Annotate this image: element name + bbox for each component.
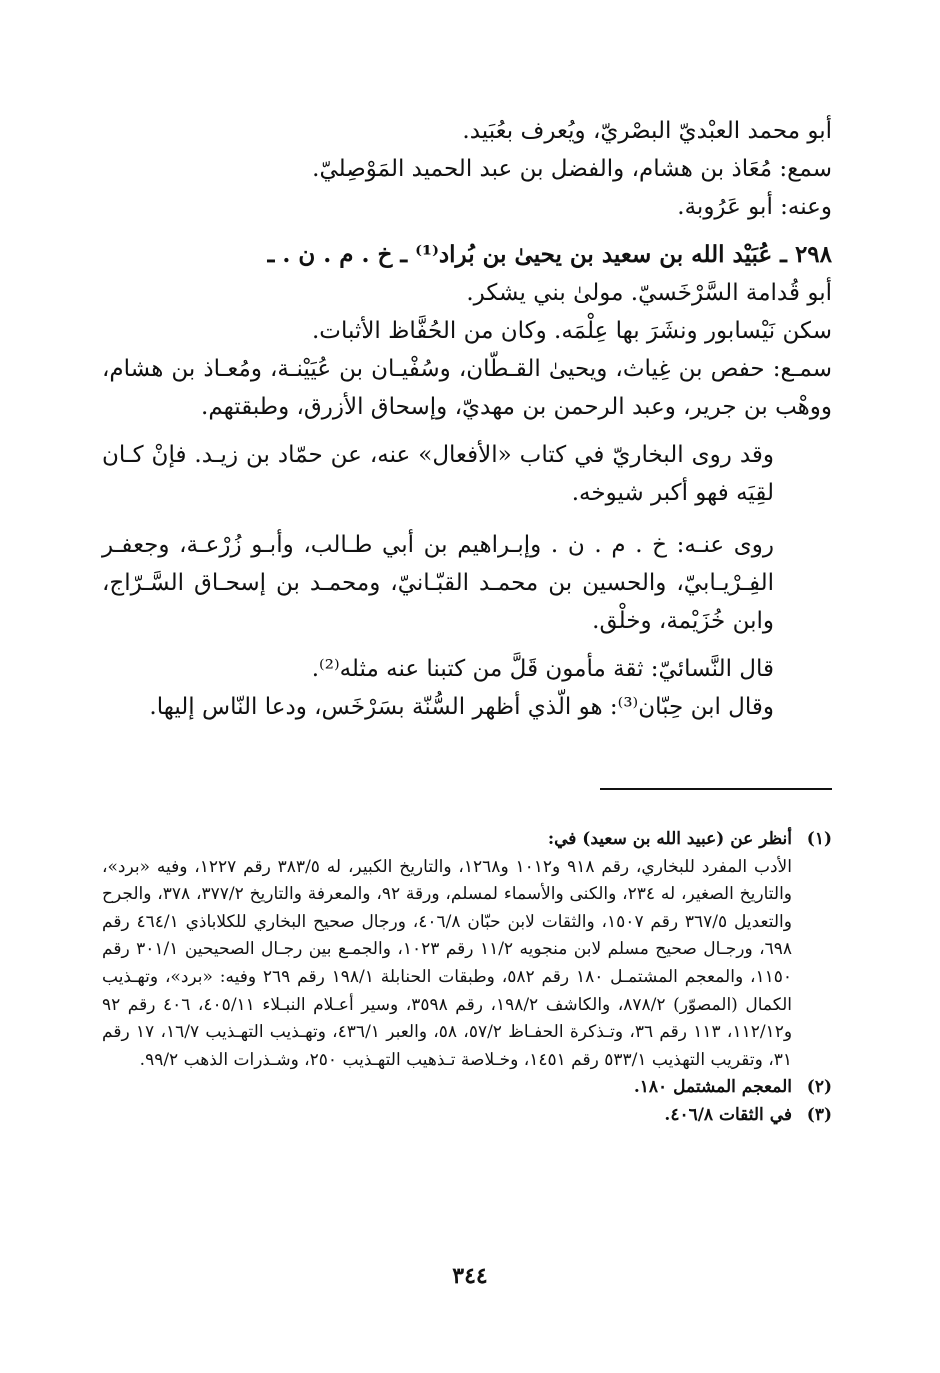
footnote-text: في الثقات ٤٠٦/٨.	[664, 1104, 792, 1125]
entry-line-2: سكن نَيْسابور ونشَرَ بها عِلْمَه. وكان من الحُفَّاظ الأثبات.	[312, 318, 832, 344]
entry-ibn-hibban-quote: وقال ابن حِبّان⁽³⁾: هو الّذي أظهر السُّنّة بسَرْخَس، ودعا النّاس إليها.	[149, 694, 774, 720]
main-text	[102, 112, 832, 726]
footnote-number: (٣)	[806, 1104, 832, 1125]
footnote-1	[102, 826, 832, 1074]
entry-heading: ٢٩٨ ـ عُبَيْد الله بن سعيد بن يحيىٰ بن بُراد⁽¹⁾ ـ خ . م . ن . ـ	[267, 241, 832, 268]
prev-entry-line-1: أبو محمد العبْديّ البصْريّ، ويُعرف بعُبَيد.	[462, 118, 832, 144]
footnote-number: (١)	[806, 829, 832, 849]
entry-students: روى عنـه: خ . م . ن . وإبـراهيم بن أبي طـالب، وأبـو زُرْعـة، وجعفـر الفِـرْيـابيّ، والحسين بن محمـد القبّـانيّ، ومحمـد بن إسحـاق السَّـرّاج، وابن خُزَيْمة، وخلْق.	[102, 532, 774, 634]
footnote-number: (٢)	[806, 1077, 832, 1098]
entry-nasai-quote: قال النَّسائيّ: ثقة مأمون قَلَّ من كتبنا عنه مثله⁽²⁾.	[311, 656, 774, 682]
footnotes	[102, 826, 832, 1130]
entry-bukhari-note: وقد روى البخاريّ في كتاب «الأفعال» عنه، عن حمّاد بن زيـد. فإنْ كـان لقِيَه فهو أكبر شيوخه.	[102, 442, 774, 506]
footnote-2	[102, 1074, 832, 1102]
footnote-text: أنظر عن (عبيد الله بن سعيد) في:	[547, 829, 792, 849]
prev-entry-line-3: وعنه: أبو عَرُوبة.	[677, 194, 832, 220]
entry-line-1: أبو قُدامة السَّرْخَسيّ. مولىٰ بني يشكر.	[466, 280, 832, 306]
footnote-separator	[600, 788, 832, 790]
footnote-text: الأدب المفرد للبخاري، رقم ٩١٨ و١٠١٢ و١٢٦٨، والتاريخ الكبير، له ٣٨٣/٥ رقم ١٢٢٧، وفيه «برد»، والتاريخ الصغير، له ٢٣٤، والكنى والأسماء لمسلم، ورقة ٩٢، والمعرفة والتاريخ ٣٧٧/٢، ٣٧٨، والجرح والتعديل ٣٦٧/٥ رقم ١٥٠٧، والثقات لابن حبّان ٤٠٦/٨، ورجال صحيح البخاري للكلاباذي ٤٦٤/١ رقم ٦٩٨، ورجـال صحيح مسلم لابن منجويه ١١/٢ رقم ١٠٢٣، والجمـع بين رجـال الصحيحين ٣٠١/١ رقم ١١٥٠، والمعجم المشتمـل ١٨٠ رقم ٥٨٢، وطبقات الحنابلة ١٩٨/١ رقم ٢٦٩ وفيه: «برد»، وتهـذيب الكمال (المصوّر) ٨٧٨/٢، والكاشف ١٩٨/٢، رقم ٣٥٩٨، وسير أعـلام النبـلاء ٤٠٥/١١، ٤٠٦ رقم ٩٢ و١١٢/١٢، ١١٣ رقم ٣٦، وتـذكرة الحفـاظ ٥٧/٢، ٥٨، والعبر ٤٣٦/١، وتهـذيب التهـذيب ١٦/٧، ١٧ رقم ٣١، وتقريب التهذيب ٥٣٣/١ رقم ١٤٥١، وخـلاصة تـذهيب التهـذيب ٢٥٠، وشـذرات الذهب ٩٩/٢.	[102, 856, 793, 1070]
prev-entry-line-2: سمع: مُعَاذ بن هشام، والفضل بن عبد الحميد المَوْصِليّ.	[312, 156, 832, 182]
footnote-3	[102, 1102, 832, 1130]
entry-shaykhs: سمـع: حفص بن غِياث، ويحيىٰ القـطّان، وسُفْيـان بن عُيَيْنـة، ومُعـاذ بن هشام، ووهْب بن جرير، وعبد الرحمن بن مهديّ، وإسحاق الأزرق، وطبقتهم.	[102, 356, 832, 420]
page-number: ٣٤٤	[452, 1263, 488, 1289]
footnote-text: المعجم المشتمل ١٨٠.	[633, 1077, 792, 1098]
